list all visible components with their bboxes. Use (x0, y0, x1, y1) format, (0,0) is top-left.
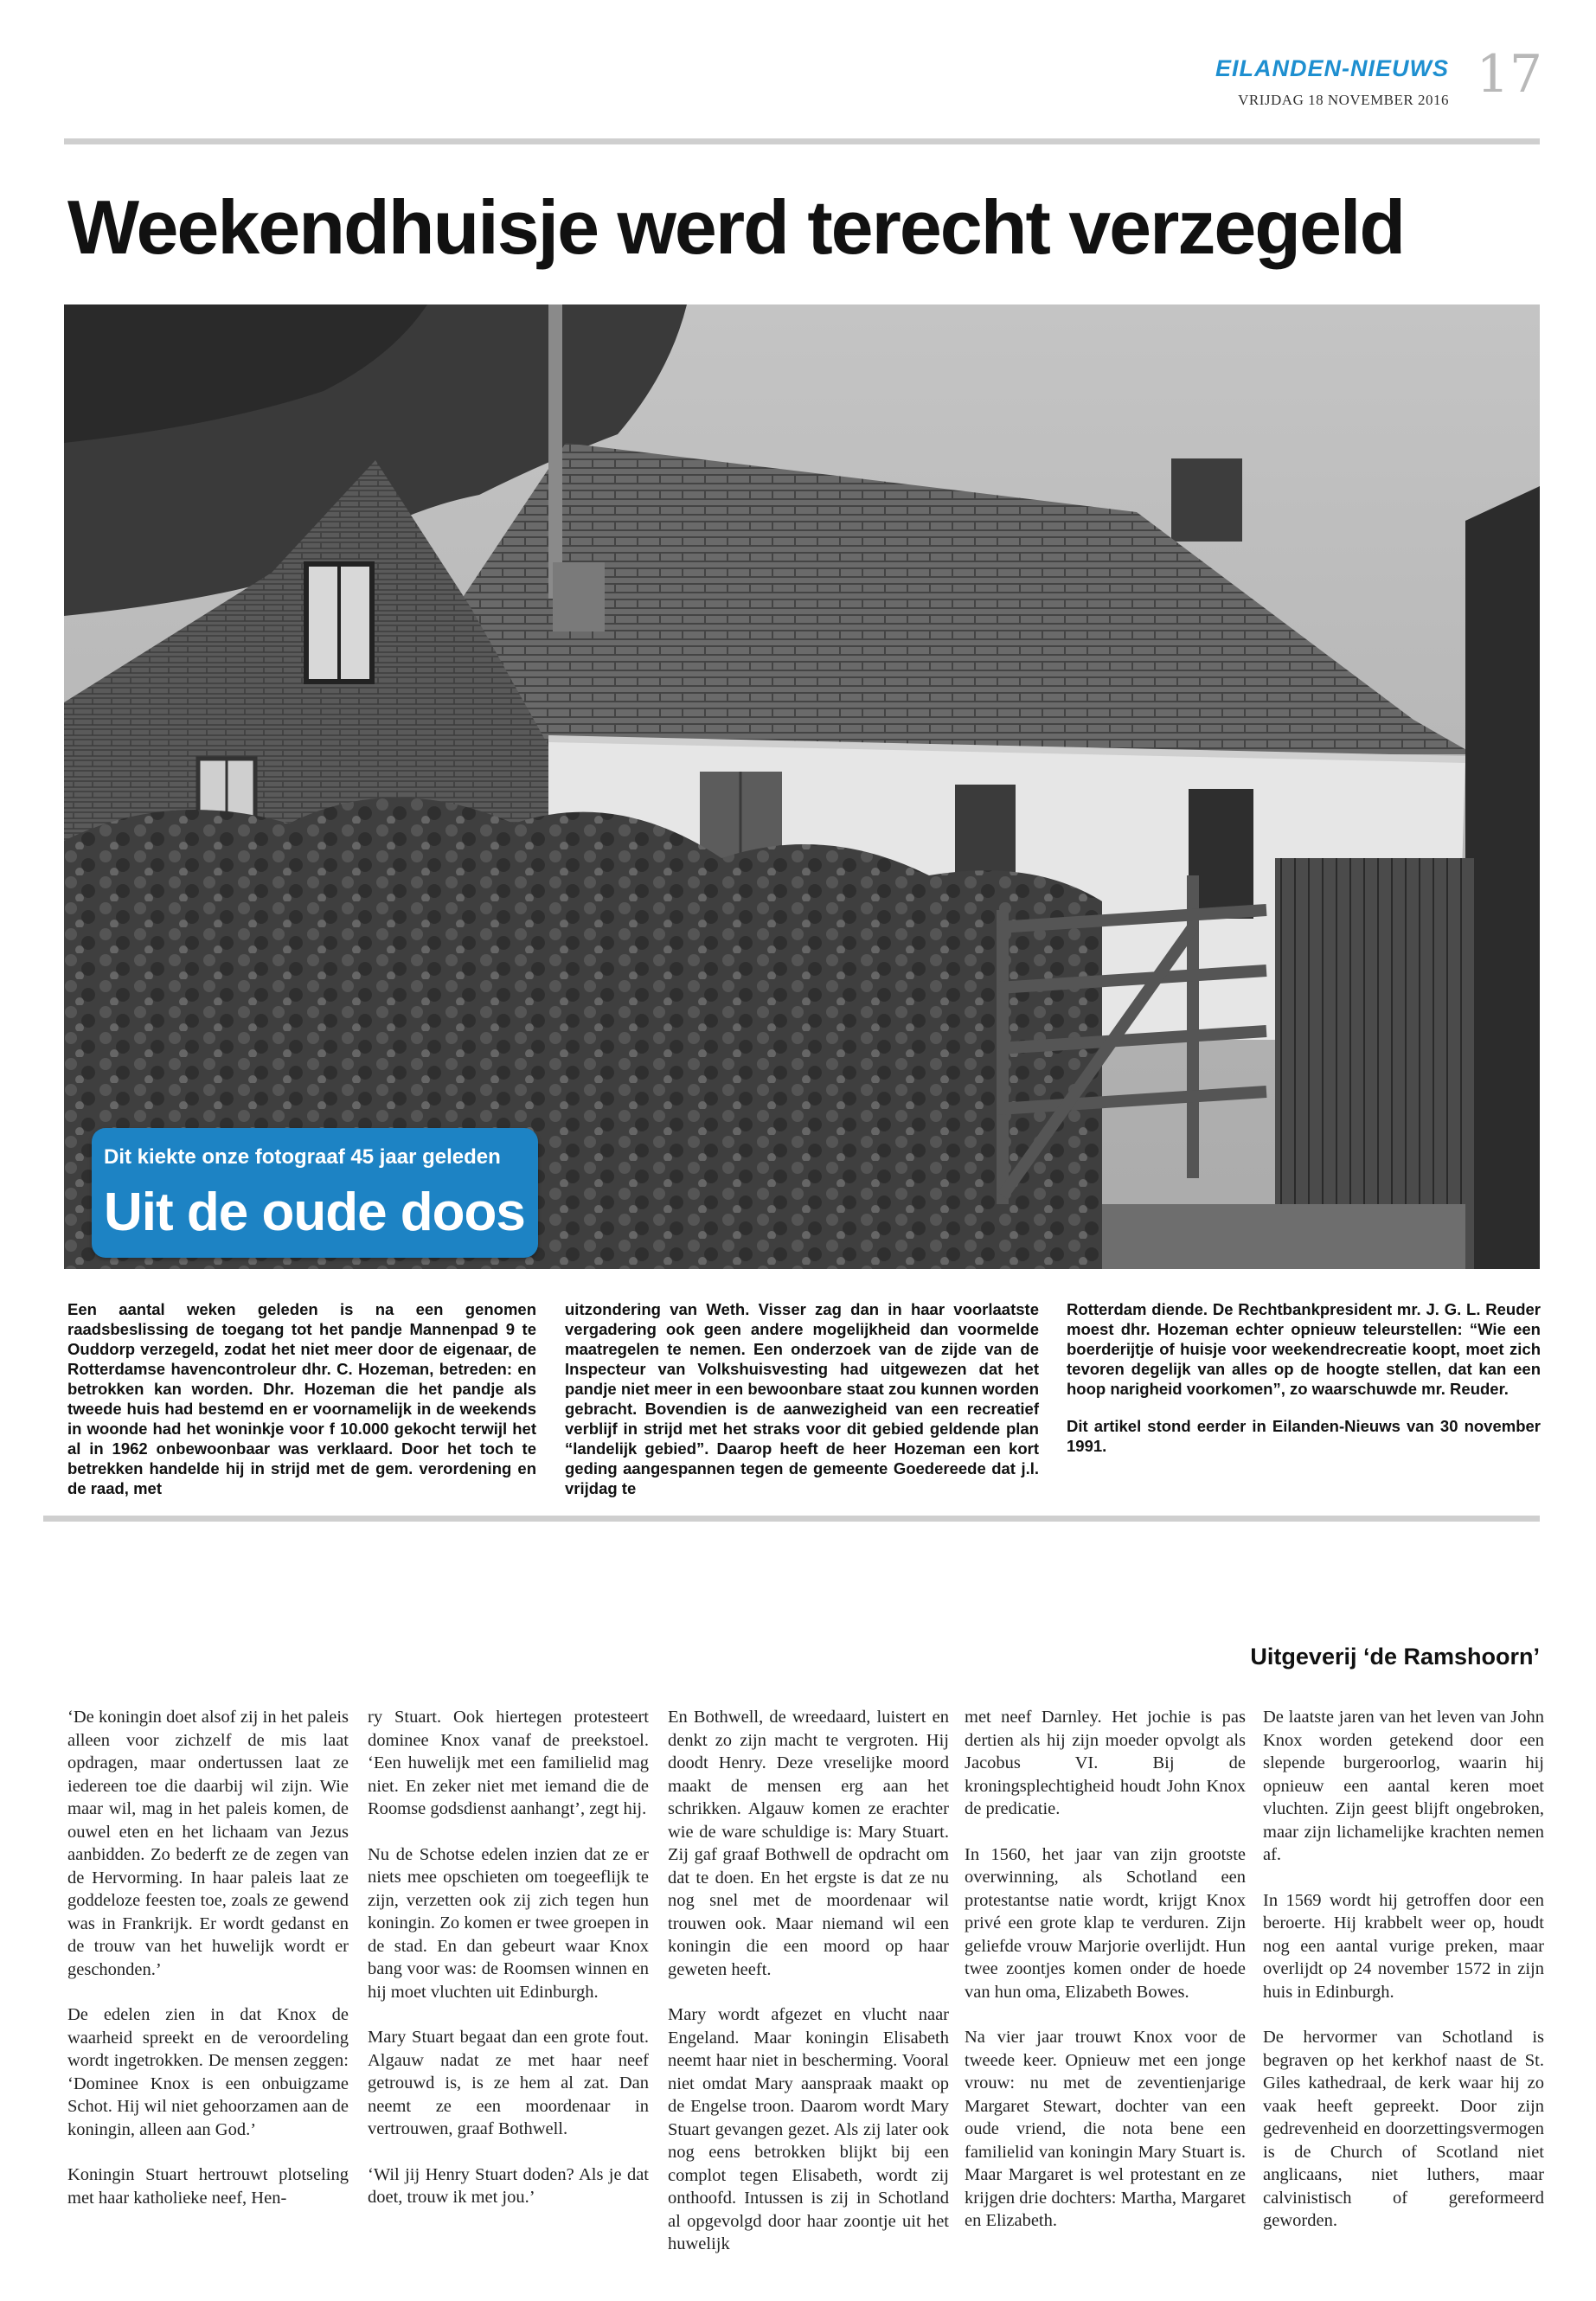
publisher-heading: Uitgeverij ‘de Ramshoorn’ (1250, 1644, 1540, 1670)
article-paragraph: Rotterdam diende. De Rechtbankpresident mr. J. G. L. Reuder moest dhr. Hozeman echter opnieuw teleurstellen: “Wie een boerderijtje of huisje voor weekendrecreatie koopt, moet zich tevoren degelijk van alles op de hoogte stellen, dat kan een hoop narigheid voorkomen”, zo waarschuwde mr. Reuder. (1067, 1300, 1541, 1398)
book-column-1 (67, 1706, 349, 2209)
column-paragraph: ry Stuart. Ook hiertegen protesteert dominee Knox vanaf de preekstoel. ‘Een huwelijk met een familielid mag niet. En zeker niet met iemand die de Roomse godsdienst aanhangt’, zegt hij. (368, 1708, 649, 1818)
column-paragraph: De laatste jaren van het leven van John Knox worden getekend door een slepende burgeroorlog, waarin hij opnieuw een aantal keren moet vluchten. Zijn geest blijft ongebroken, maar zijn lichamelijke krachten nemen af. (1263, 1708, 1544, 1864)
column-paragraph: En Bothwell, de wreedaard, luistert en denkt zo zijn macht te vergroten. Hij doodt Henry. Deze vreselijke moord maakt de mensen erg aan het schrikken. Algauw komen ze erachter wie de ware schuldige is: Mary Stuart. Zij gaf graaf Bothwell de opdracht om dat te doen. En het ergste is dat ze nu nog snel met de moordenaar wil trouwen ook. Maar niemand wil een koningin die een moord op haar geweten heeft. (668, 1708, 949, 1979)
article-end-divider (43, 1516, 1540, 1522)
article-photo (64, 304, 1540, 1269)
article-column-1 (67, 1299, 536, 1498)
column-paragraph: Mary wordt afgezet en vlucht naar Engeland. Maar koningin Elisabeth neemt haar niet in bescherming. Vooral niet omdat Mary aanspraak maakt op de Engelse troon. Daarom wordt Mary Stuart gevangen gezet. Als zij later ook nog eens betrokken blijkt bij een complot tegen Elisabeth, wordt zij onthoofd. Intussen is zij in Schotland al opgevolgd door haar zoontje uit het huwelijk (668, 2005, 949, 2253)
column-paragraph: Koningin Stuart hertrouwt plotseling met haar katholieke neef, Hen- (67, 2165, 349, 2208)
column-paragraph: Na vier jaar trouwt Knox voor de tweede keer. Opnieuw met een jonge vrouw: nu met de zeventienjarige Margaret Stewart, dochter van een oude vriend, die nota bene een familielid van koningin Mary Stuart is. Maar Margaret is wel protestant en ze krijgen drie dochters: Martha, Margaret en Elizabeth. (965, 2028, 1246, 2230)
column-paragraph: In 1560, het jaar van zijn grootste overwinning, als Schotland een protestantse natie wordt, krijgt Knox privé een grote klap te verduren. Zijn geliefde vrouw Marjorie overlijdt. Hun twee zoontjes komen onder de hoede van hun oma, Elizabeth Bowes. (965, 1844, 1246, 2002)
badge-title: Uit de oude doos (104, 1183, 525, 1242)
article-column-2 (565, 1299, 1039, 1498)
house-photo-illustration (64, 304, 1540, 1269)
column-paragraph: De edelen zien in dat Knox de waarheid spreekt en de veroordeling wordt ingetrokken. De mensen zeggen: ‘Dominee Knox is een onbuigzame Schot. Hij wil niet gehoorzamen aan de koningin, alleen aan God.’ (67, 2005, 349, 2139)
column-paragraph: Mary Stuart begaat dan een grote fout. Algauw nadat ze met haar neef getrouwd is, is ze hem al zat. Dan neemt ze een moordenaar in vertrouwen, graaf Bothwell. (368, 2028, 649, 2138)
column-paragraph: ‘De koningin doet alsof zij in het paleis alleen voor zichzelf de mis laat opdragen, maar ondertussen laat ze iedereen toe die daarbij wil zijn. Wie maar wil, mag in het paleis komen, de ouwel eten en het lichaam van Jezus aanbidden. Zo bederft ze de zegen van de Hervorming. In haar paleis laat ze goddeloze feesten toe, zoals ze gewend was in Frankrijk. Er wordt gedanst en de trouw van het huwelijk wordt er geschonden.’ (67, 1708, 349, 1979)
top-divider (64, 138, 1540, 144)
article-headline: Weekendhuisje werd terecht verzegeld (67, 184, 1405, 270)
article-column-3 (1067, 1299, 1541, 1456)
column-paragraph: Nu de Schotse edelen inzien dat ze er niets mee opschieten om toegeeflijk te zijn, verzetten ook zij zich tegen hun koningin. Zo komen er twee groepen in de stad. En dan gebeurt waar Knox bang voor was: de Roomsen winnen en hij moet vluchten uit Edinburgh. (368, 1844, 649, 2002)
article-note: Dit artikel stond eerder in Eilanden-Nieuws van 30 november 1991. (1067, 1417, 1541, 1455)
newspaper-logo: EILANDEN-NIEUWS (1215, 55, 1449, 81)
column-paragraph: ‘Wil jij Henry Stuart doden? Als je dat doet, trouw ik met jou.’ (368, 2164, 649, 2207)
book-column-3 (668, 1706, 949, 2256)
photo-caption-badge (92, 1128, 538, 1258)
issue-date: VRIJDAG 18 NOVEMBER 2016 (1238, 92, 1449, 108)
column-paragraph: De hervormer van Schotland is begraven op het kerkhof naast de St. Giles kathedraal, de kerk waar hij zo vaak heeft gepreekt. Door zijn gedrevenheid en doorzettingsvermogen is de Church of Scotland niet anglicaans, niet luthers, maar calvinistisch of gereformeerd geworden. (1263, 2028, 1544, 2230)
book-column-5 (1263, 1706, 1544, 2233)
book-column-4 (965, 1706, 1246, 2233)
article-paragraph: Een aantal weken geleden is na een genomen raadsbeslissing de toegang tot het pandje Mannenpad 9 te Ouddorp verzegeld, zodat het niet meer door de eigenaar, de Rotterdamse havencontroleur dhr. C. Hozeman, betreden: en betrokken kan worden. Dhr. Hozeman die het pandje als tweede huis had bestemd en er voornamelijk in de weekends in woonde had het woninkje voor f 10.000 gekocht terwijl het al in 1962 onbewoonbaar was verklaard. Door het toch te betrekken handelde hij in strijd met de gem. verordening en de raad, met (67, 1300, 536, 1497)
page-number: 17 (1476, 44, 1542, 105)
book-column-2 (368, 1706, 649, 2209)
badge-kicker: Dit kiekte onze fotograaf 45 jaar geleden (104, 1145, 501, 1169)
article-paragraph: uitzondering van Weth. Visser zag dan in haar voorlaatste vergadering ook geen andere mogelijkheid dan voormelde maatregelen te nemen. Een onderzoek van de zijde van de Inspecteur van Volkshuisvesting had uitgewezen dat het pandje niet meer in een bewoonbare staat zou kunnen worden gebracht. Bovendien is de aanwezigheid van een recreatief verblijf in strijd met het straks voor dit gebied geldende plan “landelijk gebied”. Daarop heeft de heer Hozeman een kort geding aangespannen tegen de gemeente Goedereede dat j.l. vrijdag te (565, 1300, 1039, 1497)
column-paragraph: met neef Darnley. Het jochie is pas dertien als hij zijn moeder opvolgt als Jacobus VI. Bij de kroningsplechtigheid houdt John Knox de predicatie. (965, 1708, 1246, 1818)
column-paragraph: In 1569 wordt hij getroffen door een beroerte. Hij krabbelt weer op, houdt nog een aantal vurige preken, maar overlijdt op 24 november 1572 in zijn huis in Edinburgh. (1263, 1890, 1544, 2002)
